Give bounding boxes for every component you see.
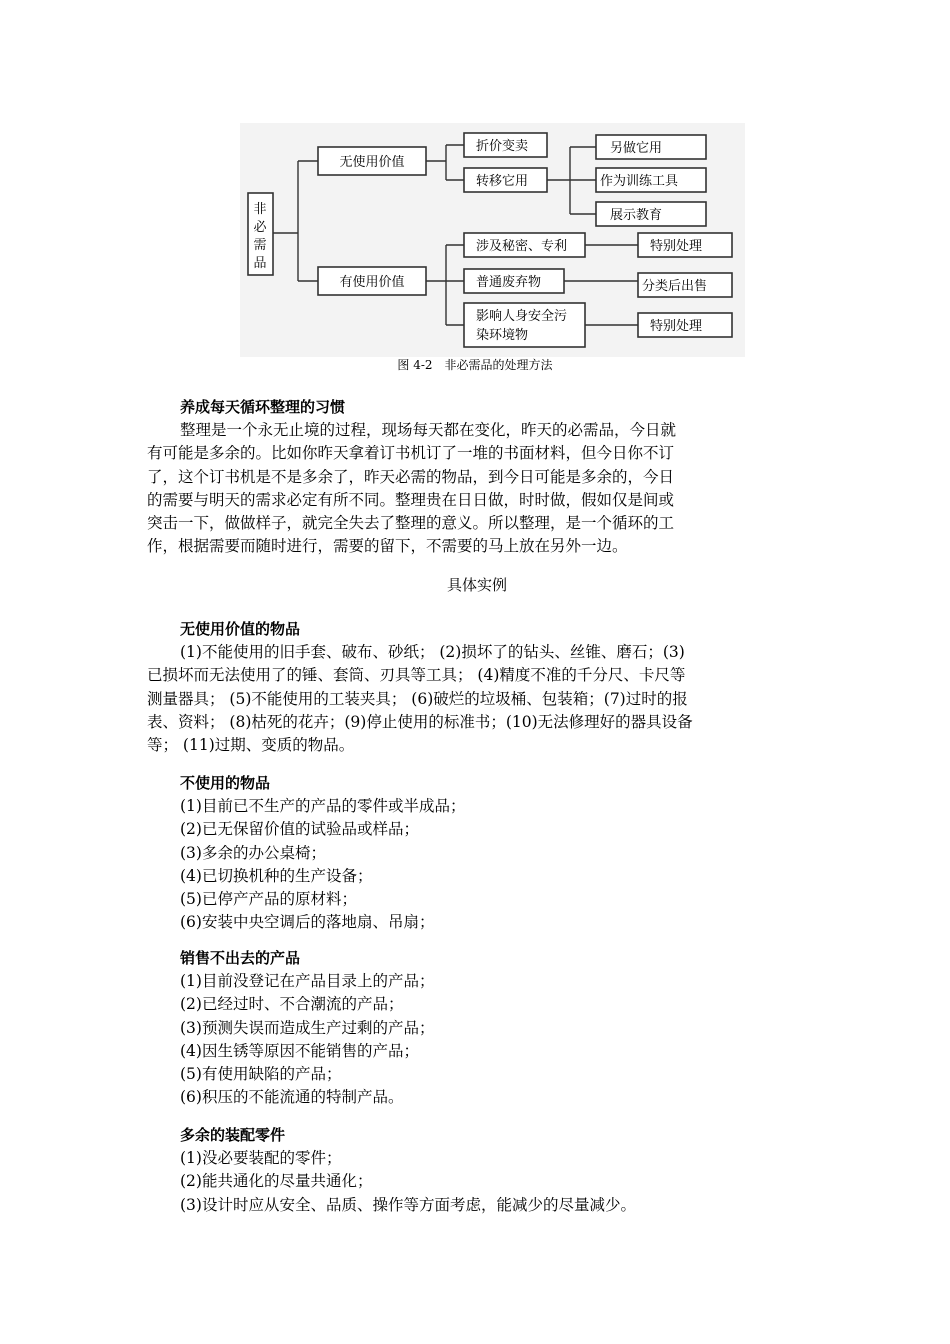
- b2-sub-label: 分类后出售: [642, 279, 708, 294]
- paragraph-line: 了，这个订书机是不是多余了，昨天必需的物品，到今日可能是多余的，今日: [147, 467, 675, 486]
- figure-caption: 图 4-2 非必需品的处理方法: [397, 358, 553, 372]
- root-label-char: 品: [253, 256, 267, 271]
- paragraph-line: 表、资料； (8)枯死的花卉；(9)停止使用的标准书；(10)无法修理好的器具设备: [147, 712, 693, 731]
- section-no-value-items: [147, 618, 807, 757]
- b2-item-label: 普通废弃物: [476, 275, 542, 290]
- b2-item-label: 染环境物: [476, 328, 529, 343]
- b1-sub-label: 另做它用: [610, 141, 663, 156]
- list-item: (1)目前没登记在产品目录上的产品；: [180, 972, 435, 991]
- examples-title: 具体实例: [446, 576, 507, 594]
- section-heading: 无使用价值的物品: [180, 620, 301, 638]
- list-item: (3)多余的办公桌椅；: [180, 843, 326, 862]
- b1-sub-label: 作为训练工具: [600, 174, 679, 189]
- section-unsold-products: [147, 947, 807, 1109]
- paragraph-line: 等； (11)过期、变质的物品。: [147, 736, 355, 755]
- b2-item-label: 涉及秘密、专利: [476, 239, 568, 254]
- root-label-char: 需: [253, 238, 267, 253]
- paragraph: [147, 419, 807, 558]
- list-item: (1)没必要装配的零件；: [180, 1149, 342, 1168]
- list-item: (3)设计时应从安全、品质、操作等方面考虑，能减少的尽量减少。: [180, 1195, 636, 1214]
- b2-item-label: 影响人身安全污: [476, 309, 568, 324]
- b2-sub-label: 特别处理: [650, 239, 703, 254]
- section-daily-habit: [147, 396, 807, 558]
- b1-item-label: 转移它用: [476, 174, 529, 189]
- list-item: (2)能共通化的尽量共通化；: [180, 1172, 373, 1191]
- branch-has-value-label: 有使用价值: [339, 275, 405, 290]
- list-item: (5)有使用缺陷的产品；: [180, 1065, 342, 1084]
- item-list: [147, 1147, 807, 1217]
- list-item: (6)安装中央空调后的落地扇、吊扇；: [180, 913, 435, 932]
- paragraph: [147, 641, 807, 757]
- section-unused-items: [147, 772, 807, 934]
- root-label-char: 必: [253, 220, 267, 235]
- root-label-char: 非: [253, 202, 267, 217]
- list-item: (3)预测失误而造成生产过剩的产品；: [180, 1018, 435, 1037]
- paragraph-line: 突击一下，做做样子，就完全失去了整理的意义。所以整理，是一个循环的工: [147, 514, 675, 533]
- list-item: (2)已无保留价值的试验品或样品；: [180, 820, 419, 839]
- list-item: (1)目前已不生产的产品的零件或半成品；: [180, 797, 466, 816]
- paragraph-line: (1)不能使用的旧手套、破布、砂纸； (2)损坏了的钻头、丝锥、磨石；(3): [180, 643, 685, 662]
- item-list: [147, 795, 807, 934]
- b1-item-label: 折价变卖: [476, 139, 529, 154]
- paragraph-line: 有可能是多余的。比如你昨天拿着订书机订了一堆的书面材料，但今日你不订: [147, 444, 675, 463]
- b2-sub-label: 特别处理: [650, 319, 703, 334]
- section-extra-parts: [147, 1124, 807, 1217]
- flowchart-figure: [240, 123, 745, 357]
- paragraph-line: 作，根据需要而随时进行，需要的留下，不需要的马上放在另外一边。: [147, 537, 628, 556]
- b1-sub-label: 展示教育: [610, 208, 663, 223]
- branch-no-value-label: 无使用价值: [339, 155, 405, 170]
- paragraph-line: 整理是一个永无止境的过程，现场每天都在变化，昨天的必需品，今日就: [180, 421, 677, 440]
- section-heading: 不使用的物品: [180, 774, 271, 792]
- list-item: (4)已切换机种的生产设备；: [180, 866, 373, 885]
- paragraph-line: 的需要与明天的需求必定有所不同。整理贵在日日做，时时做，假如仅是间或: [147, 490, 675, 509]
- item-list: [147, 970, 807, 1109]
- section-heading: 多余的装配零件: [180, 1126, 286, 1144]
- list-item: (5)已停产产品的原材料；: [180, 890, 357, 909]
- section-heading: 养成每天循环整理的习惯: [180, 398, 346, 416]
- paragraph-line: 已损坏而无法使用了的锤、套筒、刃具等工具； (4)精度不准的千分尺、卡尺等: [147, 666, 686, 685]
- section-heading: 销售不出去的产品: [180, 949, 301, 967]
- list-item: (4)因生锈等原因不能销售的产品；: [180, 1041, 419, 1060]
- list-item: (6)积压的不能流通的特制产品。: [180, 1088, 404, 1107]
- list-item: (2)已经过时、不合潮流的产品；: [180, 995, 404, 1014]
- paragraph-line: 测量器具； (5)不能使用的工装夹具； (6)破烂的垃圾桶、包装箱；(7)过时的报: [147, 689, 688, 708]
